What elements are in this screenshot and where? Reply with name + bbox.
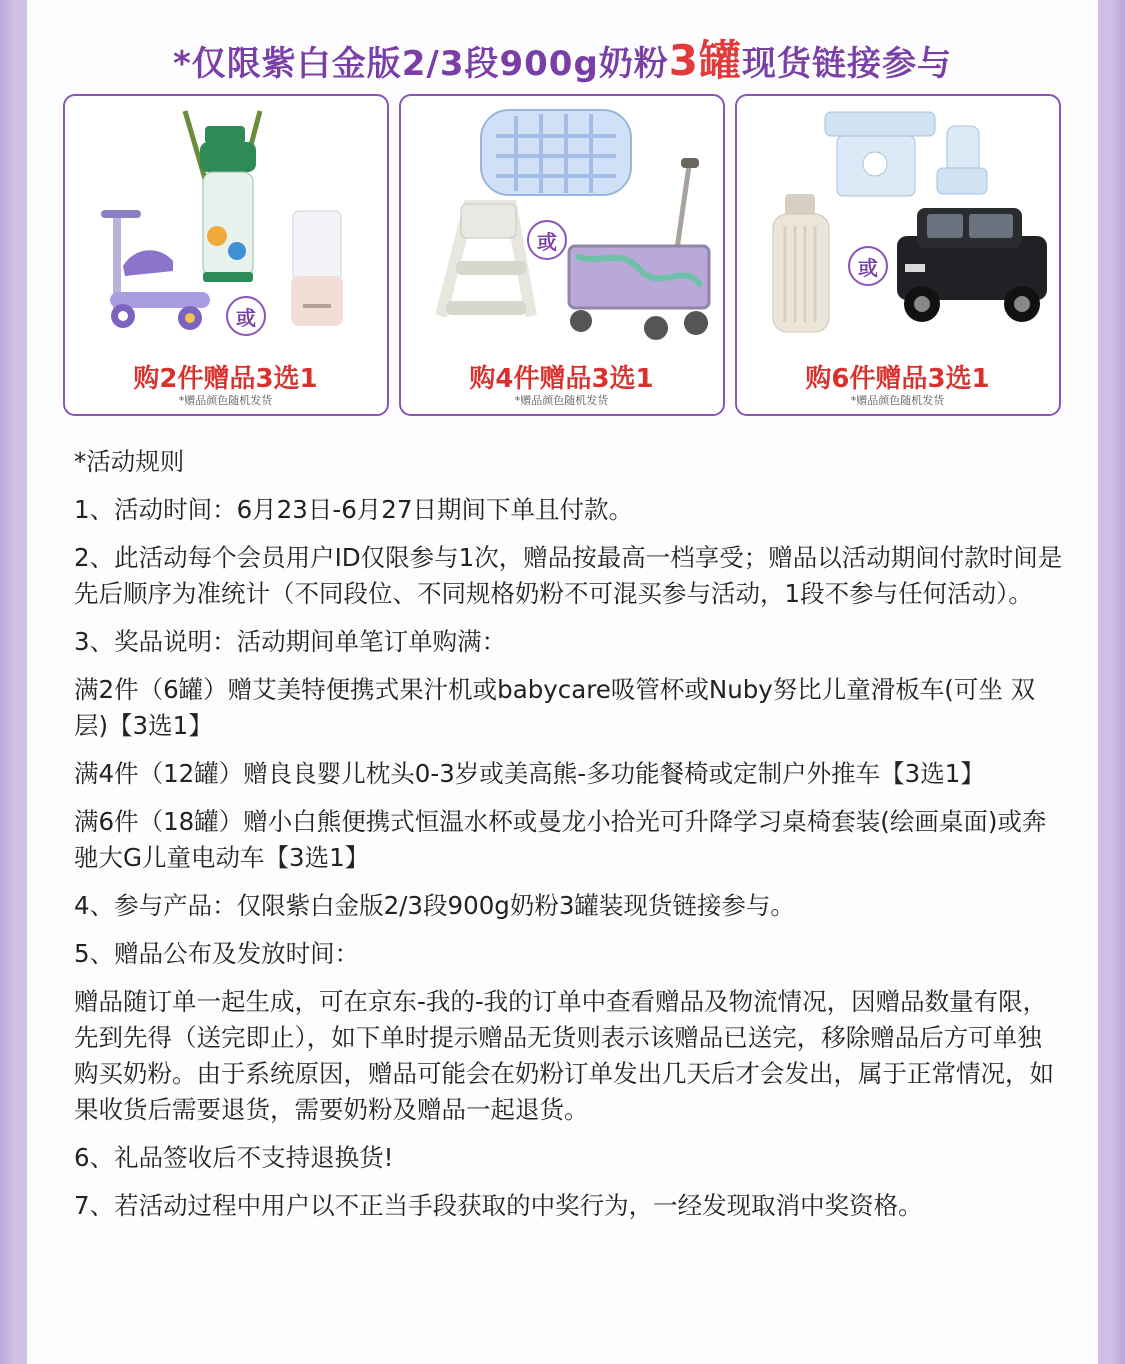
tier-title: 购4件赠品3选1 (469, 364, 654, 394)
toy-car-image (897, 208, 1047, 322)
gift-card-tier-4 (399, 94, 725, 416)
rule-item: 4、参与产品：仅限紫白金版2/3段900g奶粉3罐装现货链接参与。 (74, 891, 795, 920)
headline (27, 28, 1098, 88)
rule-item: 满2件（6罐）赠艾美特便携式果汁机或babycare吸管杯或Nuby努比儿童滑板车(可坐 双层)【3选1】 (74, 675, 1036, 740)
gift-images-tier-6 (737, 96, 1058, 354)
or-badge: 或 (848, 246, 888, 286)
juicer-image (291, 211, 343, 326)
desk-chair-image (825, 112, 987, 196)
color-note: *赠品颜色随机发货 (514, 394, 609, 407)
rule-item: 7、若活动过程中用户以不正当手段获取的中奖行为，一经发现取消中奖资格。 (74, 1191, 923, 1220)
rule-item: 6、礼品签收后不支持退换货! (74, 1143, 394, 1172)
rule-item: 2、此活动每个会员用户ID仅限参与1次，赠品按最高一档享受；赠品以活动期间付款时间是先后顺序为准统计（不同段位、不同规格奶粉不可混买参与活动，1段不参与任何活动）。 (74, 543, 1063, 608)
gift-images-tier-4 (401, 96, 722, 354)
content-panel (27, 0, 1098, 1364)
activity-rules (74, 444, 1064, 1236)
pillow-image (481, 110, 631, 195)
rule-item: 5、赠品公布及发放时间： (74, 939, 360, 968)
rule-item: 满4件（12罐）赠良良婴儿枕头0-3岁或美高熊-多功能餐椅或定制户外推车【3选1】 (74, 759, 985, 788)
color-note: *赠品颜色随机发货 (850, 394, 945, 407)
scooter-image (101, 210, 210, 330)
or-badge: 或 (226, 296, 266, 336)
headline-text: *仅限紫白金版2/3段900g奶粉 (172, 44, 669, 84)
rule-item: 1、活动时间：6月23日-6月27日期间下单且付款。 (74, 495, 633, 524)
high-chair-image (441, 204, 531, 316)
rule-item: 3、奖品说明：活动期间单笔订单购满： (74, 627, 507, 656)
tier-title: 购6件赠品3选1 (805, 364, 990, 394)
rule-item: 满6件（18罐）赠小白熊便携式恒温水杯或曼龙小拾光可升降学习桌椅套装(绘画桌面)或奔驰大G儿童电动车【3选1】 (74, 807, 1047, 872)
color-note: *赠品颜色随机发货 (178, 394, 273, 407)
gift-card-tier-2 (63, 94, 389, 416)
thermos-image (773, 194, 829, 332)
rule-item: 赠品随订单一起生成，可在京东-我的-我的订单中查看赠品及物流情况，因赠品数量有限，先到先得（送完即止），如下单时提示赠品无货则表示该赠品已送完，移除赠品后方可单独购买奶粉。由于系统原因，赠品可能会在奶粉订单发出几天后才会发出，属于正常情况，如果收货后需要退货，需要奶粉及赠品一起退货。 (74, 987, 1054, 1124)
or-badge: 或 (527, 220, 567, 260)
straw-cup-image (185, 111, 260, 282)
headline-highlight: 3罐 (668, 36, 743, 85)
headline-text-end: 现货链接参与 (742, 44, 953, 84)
rules-heading: *活动规则 (74, 447, 185, 476)
gift-card-tier-6 (735, 94, 1061, 416)
tier-title: 购2件赠品3选1 (133, 364, 318, 394)
